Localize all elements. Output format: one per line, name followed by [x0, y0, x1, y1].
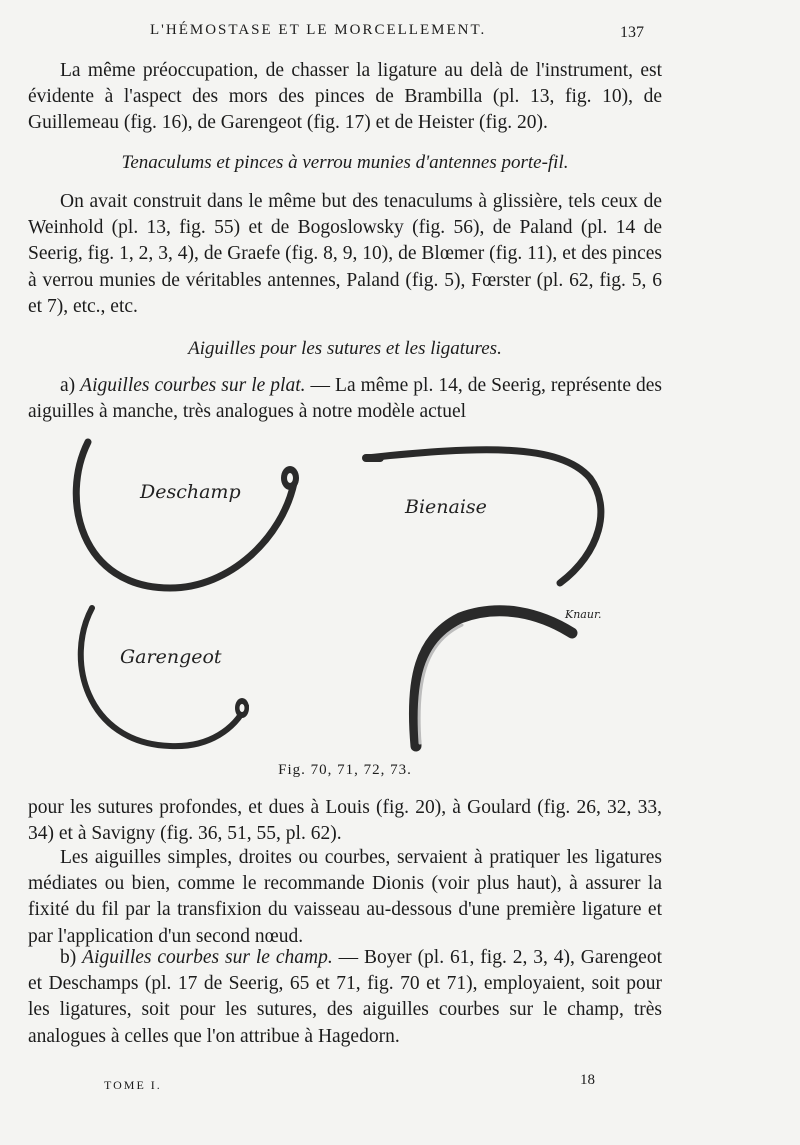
volume-label: TOME I.: [104, 1078, 162, 1092]
paragraph-1: La même préoccupation, de chasser la ligature au delà de l'instrument, est évidente à l'aspect des mors des pinces de Brambilla (pl. 13, fig. 10), de Guillemeau (fig. 16), de Garengeot (fig. 17) et de Heister (fig. 20).: [28, 60, 662, 134]
label-bienaise: Bienaise: [405, 496, 487, 518]
label-deschamp: Deschamp: [140, 481, 241, 503]
garengeot-needle: [81, 608, 249, 746]
page-header: [0, 22, 800, 46]
deschamp-needle: [76, 442, 299, 588]
paragraph-3: [28, 373, 662, 425]
item-marker-b: b): [60, 947, 83, 968]
subtitle-courbes-plat: Aiguilles courbes sur le plat.: [80, 375, 306, 396]
signature-mark: 18: [580, 1072, 595, 1088]
hagedorn-needle: [414, 611, 572, 746]
heading-tenaculums: Tenaculums et pinces à verrou munies d'antennes porte-fil.: [121, 152, 569, 173]
paragraph-3-text: — La même pl. 14, de Seerig, représente des aiguilles à manche, très analogues à notre modèle actuel: [28, 375, 662, 423]
figure-caption: Fig. 70, 71, 72, 73.: [278, 762, 412, 778]
label-garengeot: Garengeot: [120, 646, 222, 668]
paragraph-4: pour les sutures profondes, et dues à Louis (fig. 20), à Goulard (fig. 26, 32, 33, 34) et à Savigny (fig. 36, 51, 55, pl. 62).: [28, 797, 662, 845]
heading-aiguilles: Aiguilles pour les sutures et les ligatures.: [188, 338, 502, 359]
paragraph-5: Les aiguilles simples, droites ou courbes, servaient à pratiquer les ligatures médiates ou bien, comme le recommande Dionis (voir plus haut), à assurer la fixité du fil par la transfixion du vaisseau au-dessous d'une première ligature et par l'application d'un second nœud.: [28, 847, 662, 947]
subtitle-courbes-champ: Aiguilles courbes sur le champ.: [82, 947, 333, 968]
paragraph-6-text: — Boyer (pl. 61, fig. 2, 3, 4), Garengeot et Deschamps (pl. 17 de Seerig, 65 et 71, fig. 70 et 71), employaient, soit pour les ligatures, soit pour les sutures, des aiguilles courbes sur le champ, très analogues à celles que l'on attribue à Hagedorn.: [28, 947, 662, 1047]
needles-figure: [60, 428, 640, 768]
page-number: 137: [620, 24, 644, 41]
engraver-signature: Knaur.: [565, 608, 602, 621]
item-marker-a: a): [60, 375, 81, 396]
running-title: L'HÉMOSTASE ET LE MORCELLEMENT.: [150, 22, 487, 38]
paragraph-2: On avait construit dans le même but des tenaculums à glissière, tels ceux de Weinhold (pl. 13, fig. 55) et de Bogoslowsky (fig. 56), de Paland (pl. 14 de Seerig, fig. 1, 2, 3, 4), de Graefe (fig. 8, 9, 10), de Blœmer (fig. 11), et des pinces à verrou munies de véritables antennes, Paland (fig. 5), Fœrster (pl. 62, fig. 5, 6 et 7), etc., etc.: [28, 191, 662, 317]
needles-illustration: [60, 428, 640, 768]
paragraph-6: [28, 945, 662, 1050]
